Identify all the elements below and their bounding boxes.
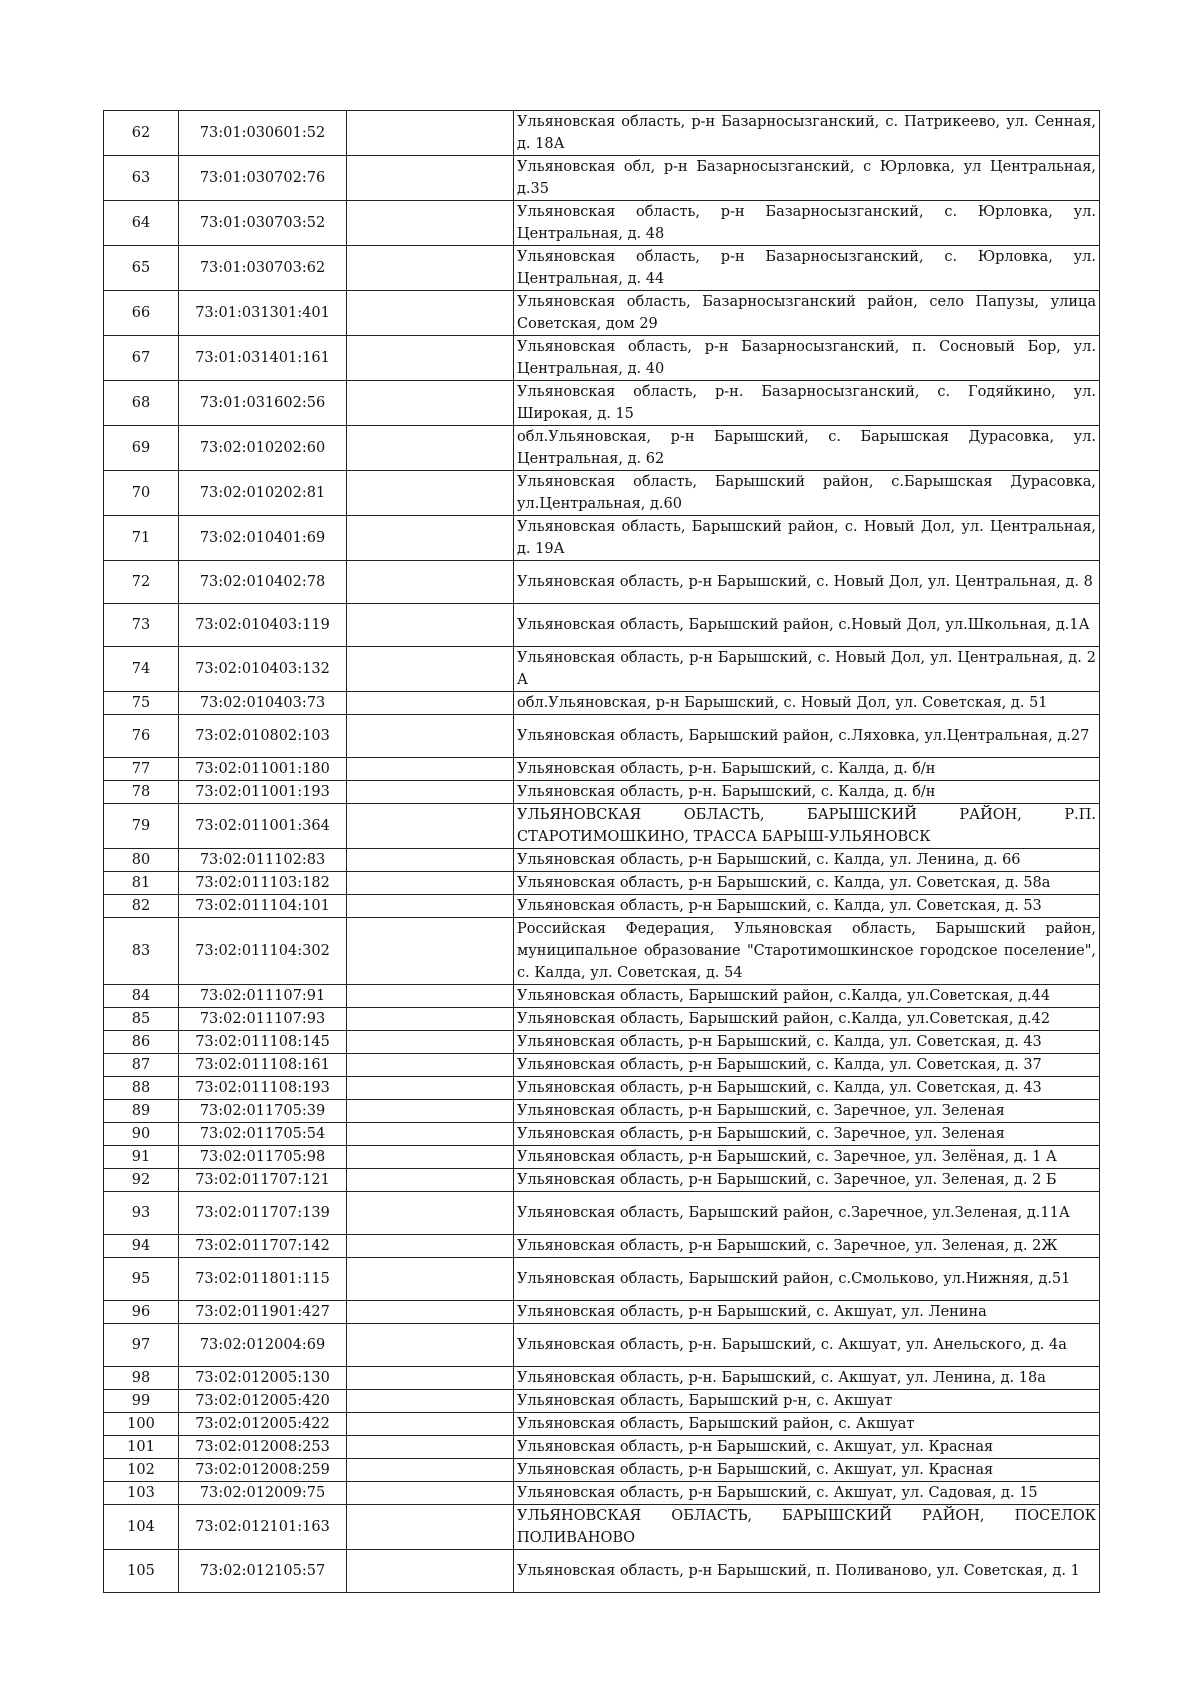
table-row: [104, 1008, 1100, 1031]
empty-cell: [347, 201, 514, 246]
row-number: 92: [104, 1169, 179, 1192]
cadastral-number: 73:02:010403:119: [179, 604, 347, 647]
row-number: 66: [104, 291, 179, 336]
empty-cell: [347, 1367, 514, 1390]
cadastral-number: 73:02:011705:39: [179, 1100, 347, 1123]
row-number: 75: [104, 692, 179, 715]
cadastral-number: 73:01:030703:62: [179, 246, 347, 291]
empty-cell: [347, 1008, 514, 1031]
cadastral-number: 73:02:011108:145: [179, 1031, 347, 1054]
table-row: [104, 647, 1100, 692]
row-number: 78: [104, 781, 179, 804]
empty-cell: [347, 895, 514, 918]
cadastral-number: 73:02:012005:420: [179, 1390, 347, 1413]
row-number: 88: [104, 1077, 179, 1100]
empty-cell: [347, 111, 514, 156]
cadastral-number: 73:02:011107:91: [179, 985, 347, 1008]
address: Ульяновская область, р-н Барышский, с. Заречное, ул. Зеленая: [514, 1123, 1100, 1146]
address: Ульяновская область, р-н. Базарносызганский, с. Годяйкино, ул. Широкая, д. 15: [514, 381, 1100, 426]
row-number: 72: [104, 561, 179, 604]
empty-cell: [347, 1324, 514, 1367]
address: Ульяновская область, Барышский район, с.Барышская Дурасовка, ул.Центральная, д.60: [514, 471, 1100, 516]
address: Ульяновская область, р-н Базарносызганский, с. Патрикеево, ул. Сенная, д. 18А: [514, 111, 1100, 156]
cadastral-number: 73:02:010403:132: [179, 647, 347, 692]
address: Ульяновская область, р-н Базарносызганский, с. Юрловка, ул. Центральная, д. 44: [514, 246, 1100, 291]
cadastral-number: 73:02:012008:253: [179, 1436, 347, 1459]
table-row: [104, 1235, 1100, 1258]
address: Ульяновская область, Базарносызганский район, село Папузы, улица Советская, дом 29: [514, 291, 1100, 336]
cadastral-number: 73:02:012009:75: [179, 1482, 347, 1505]
empty-cell: [347, 1192, 514, 1235]
table-row: [104, 1367, 1100, 1390]
table-row: [104, 758, 1100, 781]
address: Ульяновская область, р-н Базарносызганский, с. Юрловка, ул. Центральная, д. 48: [514, 201, 1100, 246]
empty-cell: [347, 426, 514, 471]
cadastral-number: 73:01:031602:56: [179, 381, 347, 426]
cadastral-number: 73:02:010403:73: [179, 692, 347, 715]
row-number: 71: [104, 516, 179, 561]
cadastral-number: 73:02:012105:57: [179, 1550, 347, 1593]
empty-cell: [347, 336, 514, 381]
address: Ульяновская область, р-н Барышский, с. Новый Дол, ул. Центральная, д. 2 А: [514, 647, 1100, 692]
row-number: 104: [104, 1505, 179, 1550]
empty-cell: [347, 692, 514, 715]
table-row: [104, 381, 1100, 426]
empty-cell: [347, 1054, 514, 1077]
row-number: 102: [104, 1459, 179, 1482]
row-number: 63: [104, 156, 179, 201]
empty-cell: [347, 781, 514, 804]
empty-cell: [347, 1413, 514, 1436]
row-number: 62: [104, 111, 179, 156]
cadastral-number: 73:01:030601:52: [179, 111, 347, 156]
row-number: 64: [104, 201, 179, 246]
cadastral-number: 73:02:011707:139: [179, 1192, 347, 1235]
table-row: [104, 1192, 1100, 1235]
cadastral-number: 73:02:011705:98: [179, 1146, 347, 1169]
cadastral-number: 73:02:011108:161: [179, 1054, 347, 1077]
table-row: [104, 561, 1100, 604]
row-number: 89: [104, 1100, 179, 1123]
empty-cell: [347, 872, 514, 895]
address: УЛЬЯНОВСКАЯ ОБЛАСТЬ, БАРЫШСКИЙ РАЙОН, ПОСЕЛОК ПОЛИВАНОВО: [514, 1505, 1100, 1550]
cadastral-number: 73:01:030702:76: [179, 156, 347, 201]
empty-cell: [347, 1077, 514, 1100]
row-number: 97: [104, 1324, 179, 1367]
address: Ульяновская область, Барышский р-н, с. Акшуат: [514, 1390, 1100, 1413]
empty-cell: [347, 1146, 514, 1169]
address: Ульяновская область, р-н Барышский, с. Акшуат, ул. Садовая, д. 15: [514, 1482, 1100, 1505]
row-number: 86: [104, 1031, 179, 1054]
cadastral-number: 73:02:011103:182: [179, 872, 347, 895]
table-row: [104, 471, 1100, 516]
cadastral-number: 73:02:012101:163: [179, 1505, 347, 1550]
cadastral-number: 73:02:011001:180: [179, 758, 347, 781]
table-row: [104, 291, 1100, 336]
address: Российская Федерация, Ульяновская область, Барышский район, муниципальное образование "Старотимошкинское городское поселение", с. Калда, ул. Советская, д. 54: [514, 918, 1100, 985]
row-number: 70: [104, 471, 179, 516]
empty-cell: [347, 849, 514, 872]
address: Ульяновская область, р-н Барышский, с. Заречное, ул. Зеленая, д. 2Ж: [514, 1235, 1100, 1258]
table-row: [104, 1100, 1100, 1123]
table-row: [104, 804, 1100, 849]
address: Ульяновская область, Барышский район, с. Новый Дол, ул. Центральная, д. 19А: [514, 516, 1100, 561]
address: Ульяновская обл, р-н Базарносызганский, с Юрловка, ул Центральная, д.35: [514, 156, 1100, 201]
cadastral-number: 73:02:011705:54: [179, 1123, 347, 1146]
table-row: [104, 918, 1100, 985]
row-number: 98: [104, 1367, 179, 1390]
table-row: [104, 1031, 1100, 1054]
table-row: [104, 426, 1100, 471]
address: Ульяновская область, Барышский район, с.Калда, ул.Советская, д.42: [514, 1008, 1100, 1031]
row-number: 91: [104, 1146, 179, 1169]
address: Ульяновская область, р-н Барышский, с. Акшуат, ул. Ленина: [514, 1301, 1100, 1324]
empty-cell: [347, 1550, 514, 1593]
row-number: 83: [104, 918, 179, 985]
row-number: 99: [104, 1390, 179, 1413]
row-number: 93: [104, 1192, 179, 1235]
address: Ульяновская область, р-н Барышский, с. Калда, ул. Советская, д. 43: [514, 1031, 1100, 1054]
address: Ульяновская область, Барышский район, с.Новый Дол, ул.Школьная, д.1А: [514, 604, 1100, 647]
table-row: [104, 1146, 1100, 1169]
table-row: [104, 1123, 1100, 1146]
table-row: [104, 1301, 1100, 1324]
empty-cell: [347, 156, 514, 201]
cadastral-number: 73:02:011108:193: [179, 1077, 347, 1100]
cadastral-number: 73:02:010202:81: [179, 471, 347, 516]
empty-cell: [347, 1235, 514, 1258]
address: Ульяновская область, р-н Барышский, с. Калда, ул. Советская, д. 37: [514, 1054, 1100, 1077]
address: Ульяновская область, р-н Барышский, с. Акшуат, ул. Красная: [514, 1436, 1100, 1459]
empty-cell: [347, 1390, 514, 1413]
table-row: [104, 715, 1100, 758]
row-number: 100: [104, 1413, 179, 1436]
row-number: 79: [104, 804, 179, 849]
table-row: [104, 692, 1100, 715]
table-row: [104, 1482, 1100, 1505]
row-number: 65: [104, 246, 179, 291]
empty-cell: [347, 1301, 514, 1324]
empty-cell: [347, 1100, 514, 1123]
row-number: 76: [104, 715, 179, 758]
empty-cell: [347, 604, 514, 647]
cadastral-number: 73:02:011104:302: [179, 918, 347, 985]
empty-cell: [347, 1258, 514, 1301]
address: Ульяновская область, р-н Барышский, с. Калда, ул. Советская, д. 53: [514, 895, 1100, 918]
empty-cell: [347, 516, 514, 561]
cadastral-number: 73:02:011801:115: [179, 1258, 347, 1301]
empty-cell: [347, 647, 514, 692]
cadastral-number: 73:02:011707:142: [179, 1235, 347, 1258]
cadastral-number: 73:01:031301:401: [179, 291, 347, 336]
address: Ульяновская область, р-н. Барышский, с. Акшуат, ул. Анельского, д. 4а: [514, 1324, 1100, 1367]
table-row: [104, 1169, 1100, 1192]
row-number: 74: [104, 647, 179, 692]
cadastral-number: 73:01:031401:161: [179, 336, 347, 381]
row-number: 69: [104, 426, 179, 471]
table-row: [104, 246, 1100, 291]
empty-cell: [347, 1482, 514, 1505]
empty-cell: [347, 985, 514, 1008]
address: Ульяновская область, р-н Барышский, с. Калда, ул. Ленина, д. 66: [514, 849, 1100, 872]
address: Ульяновская область, р-н Барышский, п. Поливаново, ул. Советская, д. 1: [514, 1550, 1100, 1593]
cadastral-number: 73:02:012004:69: [179, 1324, 347, 1367]
address: Ульяновская область, р-н. Барышский, с. Калда, д. б/н: [514, 758, 1100, 781]
address: Ульяновская область, р-н. Барышский, с. Акшуат, ул. Ленина, д. 18а: [514, 1367, 1100, 1390]
table-row: [104, 1459, 1100, 1482]
empty-cell: [347, 471, 514, 516]
cadastral-number: 73:02:011707:121: [179, 1169, 347, 1192]
table-row: [104, 1054, 1100, 1077]
address: обл.Ульяновская, р-н Барышский, с. Барышская Дурасовка, ул. Центральная, д. 62: [514, 426, 1100, 471]
address: Ульяновская область, Барышский район, с.Ляховка, ул.Центральная, д.27: [514, 715, 1100, 758]
cadastral-number: 73:02:011107:93: [179, 1008, 347, 1031]
empty-cell: [347, 1459, 514, 1482]
empty-cell: [347, 758, 514, 781]
table-row: [104, 895, 1100, 918]
cadastral-number: 73:02:010802:103: [179, 715, 347, 758]
table-row: [104, 201, 1100, 246]
table-row: [104, 985, 1100, 1008]
table-row: [104, 604, 1100, 647]
address: Ульяновская область, р-н. Барышский, с. Калда, д. б/н: [514, 781, 1100, 804]
address: Ульяновская область, Барышский район, с.Калда, ул.Советская, д.44: [514, 985, 1100, 1008]
cadastral-number: 73:02:010202:60: [179, 426, 347, 471]
table-row: [104, 1390, 1100, 1413]
row-number: 80: [104, 849, 179, 872]
empty-cell: [347, 1031, 514, 1054]
cadastral-number: 73:02:011901:427: [179, 1301, 347, 1324]
cadastral-number: 73:02:012005:422: [179, 1413, 347, 1436]
table-row: [104, 1505, 1100, 1550]
table-row: [104, 781, 1100, 804]
address: Ульяновская область, р-н Барышский, с. Заречное, ул. Зеленая: [514, 1100, 1100, 1123]
table-row: [104, 1324, 1100, 1367]
empty-cell: [347, 1436, 514, 1459]
cadastral-number: 73:02:012005:130: [179, 1367, 347, 1390]
empty-cell: [347, 918, 514, 985]
cadastral-number: 73:02:010402:78: [179, 561, 347, 604]
table-row: [104, 1550, 1100, 1593]
cadastral-number: 73:02:011102:83: [179, 849, 347, 872]
cadastral-number: 73:02:011104:101: [179, 895, 347, 918]
row-number: 84: [104, 985, 179, 1008]
cadastral-number: 73:02:011001:364: [179, 804, 347, 849]
address: Ульяновская область, Барышский район, с. Акшуат: [514, 1413, 1100, 1436]
property-registry-table: [103, 110, 1100, 1593]
table-row: [104, 156, 1100, 201]
cadastral-number: 73:02:012008:259: [179, 1459, 347, 1482]
empty-cell: [347, 804, 514, 849]
table-row: [104, 872, 1100, 895]
row-number: 101: [104, 1436, 179, 1459]
address: Ульяновская область, р-н Барышский, с. Калда, ул. Советская, д. 43: [514, 1077, 1100, 1100]
address: Ульяновская область, Барышский район, с.Заречное, ул.Зеленая, д.11А: [514, 1192, 1100, 1235]
table-row: [104, 1077, 1100, 1100]
table-row: [104, 111, 1100, 156]
row-number: 90: [104, 1123, 179, 1146]
empty-cell: [347, 1505, 514, 1550]
table-row: [104, 1436, 1100, 1459]
address: обл.Ульяновская, р-н Барышский, с. Новый Дол, ул. Советская, д. 51: [514, 692, 1100, 715]
empty-cell: [347, 1123, 514, 1146]
row-number: 95: [104, 1258, 179, 1301]
address: Ульяновская область, р-н Базарносызганский, п. Сосновый Бор, ул. Центральная, д. 40: [514, 336, 1100, 381]
table-row: [104, 1258, 1100, 1301]
row-number: 85: [104, 1008, 179, 1031]
empty-cell: [347, 291, 514, 336]
row-number: 82: [104, 895, 179, 918]
row-number: 94: [104, 1235, 179, 1258]
empty-cell: [347, 715, 514, 758]
address: Ульяновская область, р-н Барышский, с. Новый Дол, ул. Центральная, д. 8: [514, 561, 1100, 604]
row-number: 67: [104, 336, 179, 381]
address: Ульяновская область, р-н Барышский, с. Заречное, ул. Зеленая, д. 2 Б: [514, 1169, 1100, 1192]
cadastral-number: 73:01:030703:52: [179, 201, 347, 246]
empty-cell: [347, 561, 514, 604]
table-row: [104, 336, 1100, 381]
row-number: 103: [104, 1482, 179, 1505]
row-number: 68: [104, 381, 179, 426]
address: Ульяновская область, р-н Барышский, с. Заречное, ул. Зелёная, д. 1 А: [514, 1146, 1100, 1169]
registry-body: [104, 111, 1100, 1593]
row-number: 77: [104, 758, 179, 781]
table-row: [104, 1413, 1100, 1436]
empty-cell: [347, 246, 514, 291]
cadastral-number: 73:02:010401:69: [179, 516, 347, 561]
row-number: 87: [104, 1054, 179, 1077]
row-number: 73: [104, 604, 179, 647]
address: Ульяновская область, р-н Барышский, с. Акшуат, ул. Красная: [514, 1459, 1100, 1482]
row-number: 81: [104, 872, 179, 895]
address: Ульяновская область, р-н Барышский, с. Калда, ул. Советская, д. 58а: [514, 872, 1100, 895]
cadastral-number: 73:02:011001:193: [179, 781, 347, 804]
address: Ульяновская область, Барышский район, с.Смольково, ул.Нижняя, д.51: [514, 1258, 1100, 1301]
empty-cell: [347, 1169, 514, 1192]
row-number: 105: [104, 1550, 179, 1593]
row-number: 96: [104, 1301, 179, 1324]
address: УЛЬЯНОВСКАЯ ОБЛАСТЬ, БАРЫШСКИЙ РАЙОН, Р.П. СТАРОТИМОШКИНО, ТРАССА БАРЫШ-УЛЬЯНОВСК: [514, 804, 1100, 849]
table-row: [104, 516, 1100, 561]
table-row: [104, 849, 1100, 872]
empty-cell: [347, 381, 514, 426]
